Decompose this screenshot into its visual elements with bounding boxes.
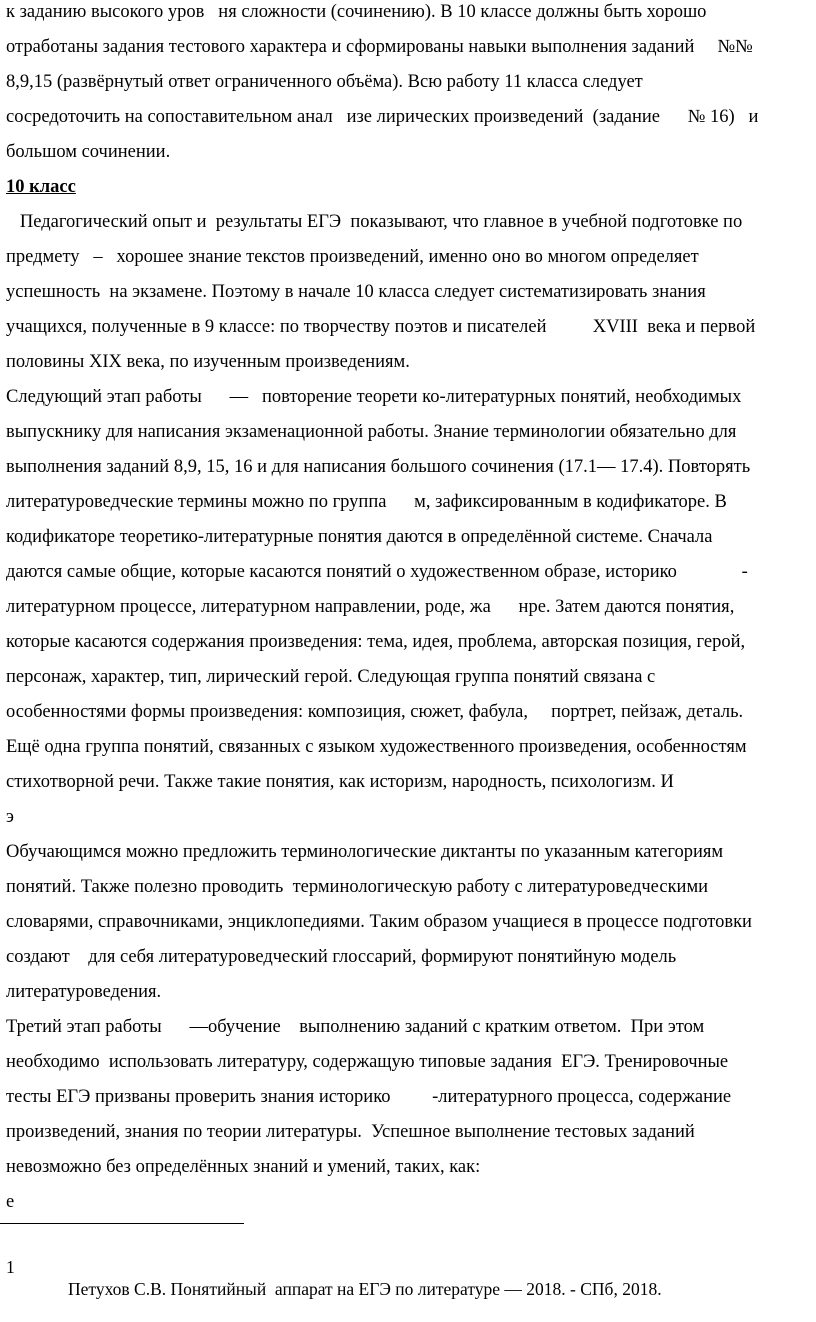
text-line: выполнения заданий 8,9, 15, 16 и для написания большого сочинения (17.1— 17.4). Повторять	[6, 457, 751, 477]
text-line: словарями, справочниками, энциклопедиями. Таким образом учащиеся в процессе подготовки	[6, 912, 752, 932]
text-line: учащихся, полученные в 9 классе: по творчеству поэтов и писателей XVIII века и первой	[6, 317, 756, 337]
text-line: кодификаторе теоретико-литературные понятия даются в определённой системе. Сначала	[6, 527, 713, 547]
footnote-text: Петухов С.В. Понятийный аппарат на ЕГЭ по литературе — 2018. - СПб, 2018.	[68, 1279, 662, 1299]
text-line: литературоведческие термины можно по группа м, зафиксированным в кодификаторе. В	[6, 492, 727, 512]
text-line: которые касаются содержания произведения: тема, идея, проблема, авторская позиция, герой,	[6, 632, 746, 652]
text-line: Педагогический опыт и результаты ЕГЭ показывают, что главное в учебной подготовке по	[6, 212, 743, 232]
text-line: к заданию высокого уров ня сложности (сочинению). В 10 классе должны быть хорошо	[6, 2, 707, 22]
text-line: успешность на экзамене. Поэтому в начале 10 класса следует систематизировать знания	[6, 282, 706, 302]
text-line: Ещё одна группа понятий, связанных с языком художественного произведения, особенностям	[6, 737, 747, 757]
text-line: сосредоточить на сопоставительном анал изе лирических произведений (задание № 16) и	[6, 107, 759, 127]
text-line: половины XIX века, по изученным произведениям.	[6, 352, 410, 372]
text-line: е	[6, 1192, 15, 1212]
text-line: невозможно без определённых знаний и умений, таких, как:	[6, 1157, 481, 1177]
text-line: даются самые общие, которые касаются понятий о художественном образе, историко -	[6, 562, 748, 582]
text-line: э	[6, 807, 14, 827]
text-line: создают для себя литературоведческий глоссарий, формируют понятийную модель	[6, 947, 677, 967]
text-line: Обучающимся можно предложить терминологические диктанты по указанным категориям	[6, 842, 724, 862]
text-line: литературном процессе, литературном направлении, роде, жа нре. Затем даются понятия,	[6, 597, 735, 617]
text-line: Третий этап работы —обучение выполнению заданий с кратким ответом. При этом	[6, 1017, 705, 1037]
text-line: понятий. Также полезно проводить терминологическую работу с литературоведческими	[6, 877, 709, 897]
text-line: 8,9,15 (развёрнутый ответ ограниченного объёма). Всю работу 11 класса следует	[6, 72, 643, 92]
footnote	[6, 1234, 816, 1299]
text-line: выпускнику для написания экзаменационной работы. Знание терминологии обязательно для	[6, 422, 737, 442]
text-line: стихотворной речи. Также такие понятия, как историзм, народность, психологизм. И	[6, 772, 674, 792]
text-line: тесты ЕГЭ призваны проверить знания историко -литературного процесса, содержание	[6, 1087, 732, 1107]
text-line: персонаж, характер, тип, лирический герой. Следующая группа понятий связана с	[6, 667, 656, 687]
text-line: предмету – хорошее знание текстов произведений, именно оно во многом определяет	[6, 247, 699, 267]
text-line: необходимо использовать литературу, содержащую типовые задания ЕГЭ. Тренировочные	[6, 1052, 729, 1072]
footnote-separator	[0, 1223, 244, 1224]
section-heading: 10 класс	[6, 177, 76, 197]
text-line: отработаны задания тестового характера и сформированы навыки выполнения заданий №№	[6, 37, 753, 57]
text-line: литературоведения.	[6, 982, 162, 1002]
footnote-number: 1	[6, 1257, 15, 1277]
text-line: большом сочинении.	[6, 142, 171, 162]
text-line: Следующий этап работы — повторение теорети ко-литературных понятий, необходимых	[6, 387, 742, 407]
text-line: произведений, знания по теории литературы. Успешное выполнение тестовых заданий	[6, 1122, 695, 1142]
text-line: особенностями формы произведения: композиция, сюжет, фабула, портрет, пейзаж, деталь.	[6, 702, 744, 722]
